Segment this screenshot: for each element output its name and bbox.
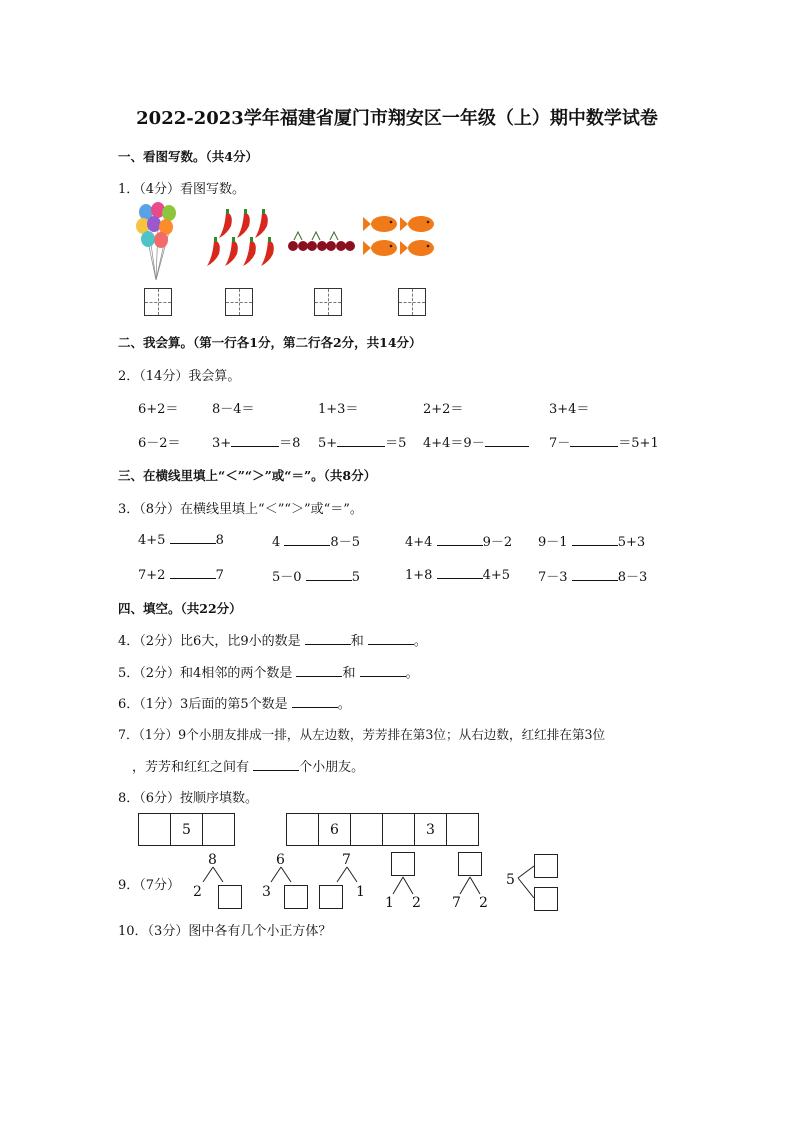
sequence-cell[interactable]: [350, 813, 383, 846]
question-6: 6．（1分）3后面的第5个数是 。: [118, 697, 351, 712]
section-2-heading: 二、我会算。（第一行各1分，第二行各2分，共14分）: [118, 335, 422, 350]
answer-blank[interactable]: [485, 434, 529, 447]
tree-3-right: 1: [356, 884, 365, 900]
tree-5-left: 7: [452, 895, 461, 911]
sequence-cell: 3: [414, 813, 447, 846]
answer-blank[interactable]: [231, 434, 279, 447]
section-4-heading: 四、填空。（共22分）: [118, 601, 242, 616]
sequence-cell: 6: [318, 813, 351, 846]
calc-8: 5+ ＝5: [318, 436, 407, 451]
compare-blank[interactable]: [437, 533, 483, 546]
compare-blank[interactable]: [572, 533, 618, 546]
sequence-row-1: [139, 813, 235, 846]
answer-blank[interactable]: [253, 758, 299, 771]
question-3: 3．（8分）在横线里填上“＜”“＞”或“＝”。: [118, 502, 363, 517]
answer-blank[interactable]: [570, 434, 618, 447]
question-9: 9．（7分）: [118, 878, 181, 893]
question-10: 10．（3分）图中各有几个小正方体？: [118, 924, 332, 939]
calc-2: 8－4＝: [212, 402, 255, 417]
number-trees: [190, 852, 560, 914]
answer-blank[interactable]: [305, 632, 351, 645]
compare-8: 7－3 8－3: [538, 570, 648, 585]
section-3-heading: 三、在横线里填上“＜”“＞”或“＝”。（共8分）: [118, 468, 377, 483]
compare-5: 7+2 7: [138, 568, 224, 583]
compare-7: 1+8 4+5: [405, 568, 511, 583]
tree-6-answer-box-bottom[interactable]: [534, 887, 558, 911]
peppers-icon: [207, 212, 274, 266]
answer-blank[interactable]: [292, 695, 338, 708]
compare-1: 4+5 8: [138, 533, 224, 548]
sequence-cell[interactable]: [286, 813, 319, 846]
compare-blank[interactable]: [437, 566, 483, 579]
sequence-cell[interactable]: [382, 813, 415, 846]
question-1: 1．（4分）看图写数。: [118, 182, 246, 197]
answer-blank[interactable]: [360, 664, 406, 677]
tree-6-answer-box-top[interactable]: [534, 854, 558, 878]
picture-panel: [136, 202, 448, 322]
tree-3-answer-box[interactable]: [319, 885, 343, 909]
calc-6: 6－2＝: [138, 436, 181, 451]
calc-3: 1+3＝: [318, 402, 359, 417]
answer-box-balloons[interactable]: [144, 288, 172, 316]
tree-1-answer-box[interactable]: [218, 885, 242, 909]
compare-2: 4 8－5: [272, 535, 360, 550]
cherries-icon: [288, 232, 355, 251]
calc-4: 2+2＝: [423, 402, 464, 417]
compare-4: 9－1 5+3: [538, 535, 646, 550]
sequence-cell[interactable]: [446, 813, 479, 846]
goldfish-icon: [363, 216, 434, 256]
tree-4-answer-box[interactable]: [391, 852, 415, 876]
answer-box-peppers[interactable]: [225, 288, 253, 316]
page-title: 2022-2023学年福建省厦门市翔安区一年级（上）期中数学试卷: [136, 108, 658, 129]
balloons-icon: [136, 202, 176, 280]
tree-3-top: 7: [342, 852, 351, 868]
calc-1: 6+2＝: [138, 402, 179, 417]
tree-4-right: 2: [412, 895, 421, 911]
answer-blank[interactable]: [368, 632, 414, 645]
answer-box-cherries[interactable]: [314, 288, 342, 316]
answer-blank[interactable]: [337, 434, 385, 447]
tree-6-left: 5: [506, 872, 515, 888]
sequence-cell[interactable]: [138, 813, 171, 846]
tree-1-top: 8: [208, 852, 217, 868]
tree-2-left: 3: [262, 884, 271, 900]
calc-10: 7－ ＝5+1: [549, 436, 659, 451]
sequence-cell[interactable]: [202, 813, 235, 846]
question-7-continued: ，芳芳和红红之间有 个小朋友。: [132, 760, 365, 775]
compare-6: 5－0 5: [272, 570, 360, 585]
sequence-row-2: [287, 813, 479, 846]
question-4: 4．（2分）比6大，比9小的数是 和 。: [118, 634, 427, 649]
question-8: 8．（6分）按顺序填数。: [118, 791, 259, 806]
tree-2-top: 6: [276, 852, 285, 868]
sequence-cell: 5: [170, 813, 203, 846]
section-1-heading: 一、看图写数。（共4分）: [118, 149, 258, 164]
calc-7: 3+ ＝8: [212, 436, 301, 451]
calc-5: 3+4＝: [549, 402, 590, 417]
tree-5-right: 2: [479, 895, 488, 911]
question-5: 5．（2分）和4相邻的两个数是 和 。: [118, 666, 419, 681]
question-7: 7．（1分）9个小朋友排成一排，从左边数，芳芳排在第3位；从右边数，红红排在第3位: [118, 727, 606, 742]
compare-blank[interactable]: [572, 568, 618, 581]
tree-4-left: 1: [385, 895, 394, 911]
tree-2-answer-box[interactable]: [284, 885, 308, 909]
compare-blank[interactable]: [170, 566, 216, 579]
calc-9: 4+4＝9－: [423, 432, 529, 451]
compare-3: 4+4 9－2: [405, 535, 513, 550]
compare-blank[interactable]: [284, 533, 330, 546]
tree-1-left: 2: [193, 884, 202, 900]
compare-blank[interactable]: [170, 531, 216, 544]
answer-box-goldfish[interactable]: [398, 288, 426, 316]
tree-5-answer-box[interactable]: [458, 852, 482, 876]
question-2: 2．（14分）我会算。: [118, 369, 241, 384]
answer-blank[interactable]: [296, 664, 342, 677]
compare-blank[interactable]: [306, 568, 352, 581]
